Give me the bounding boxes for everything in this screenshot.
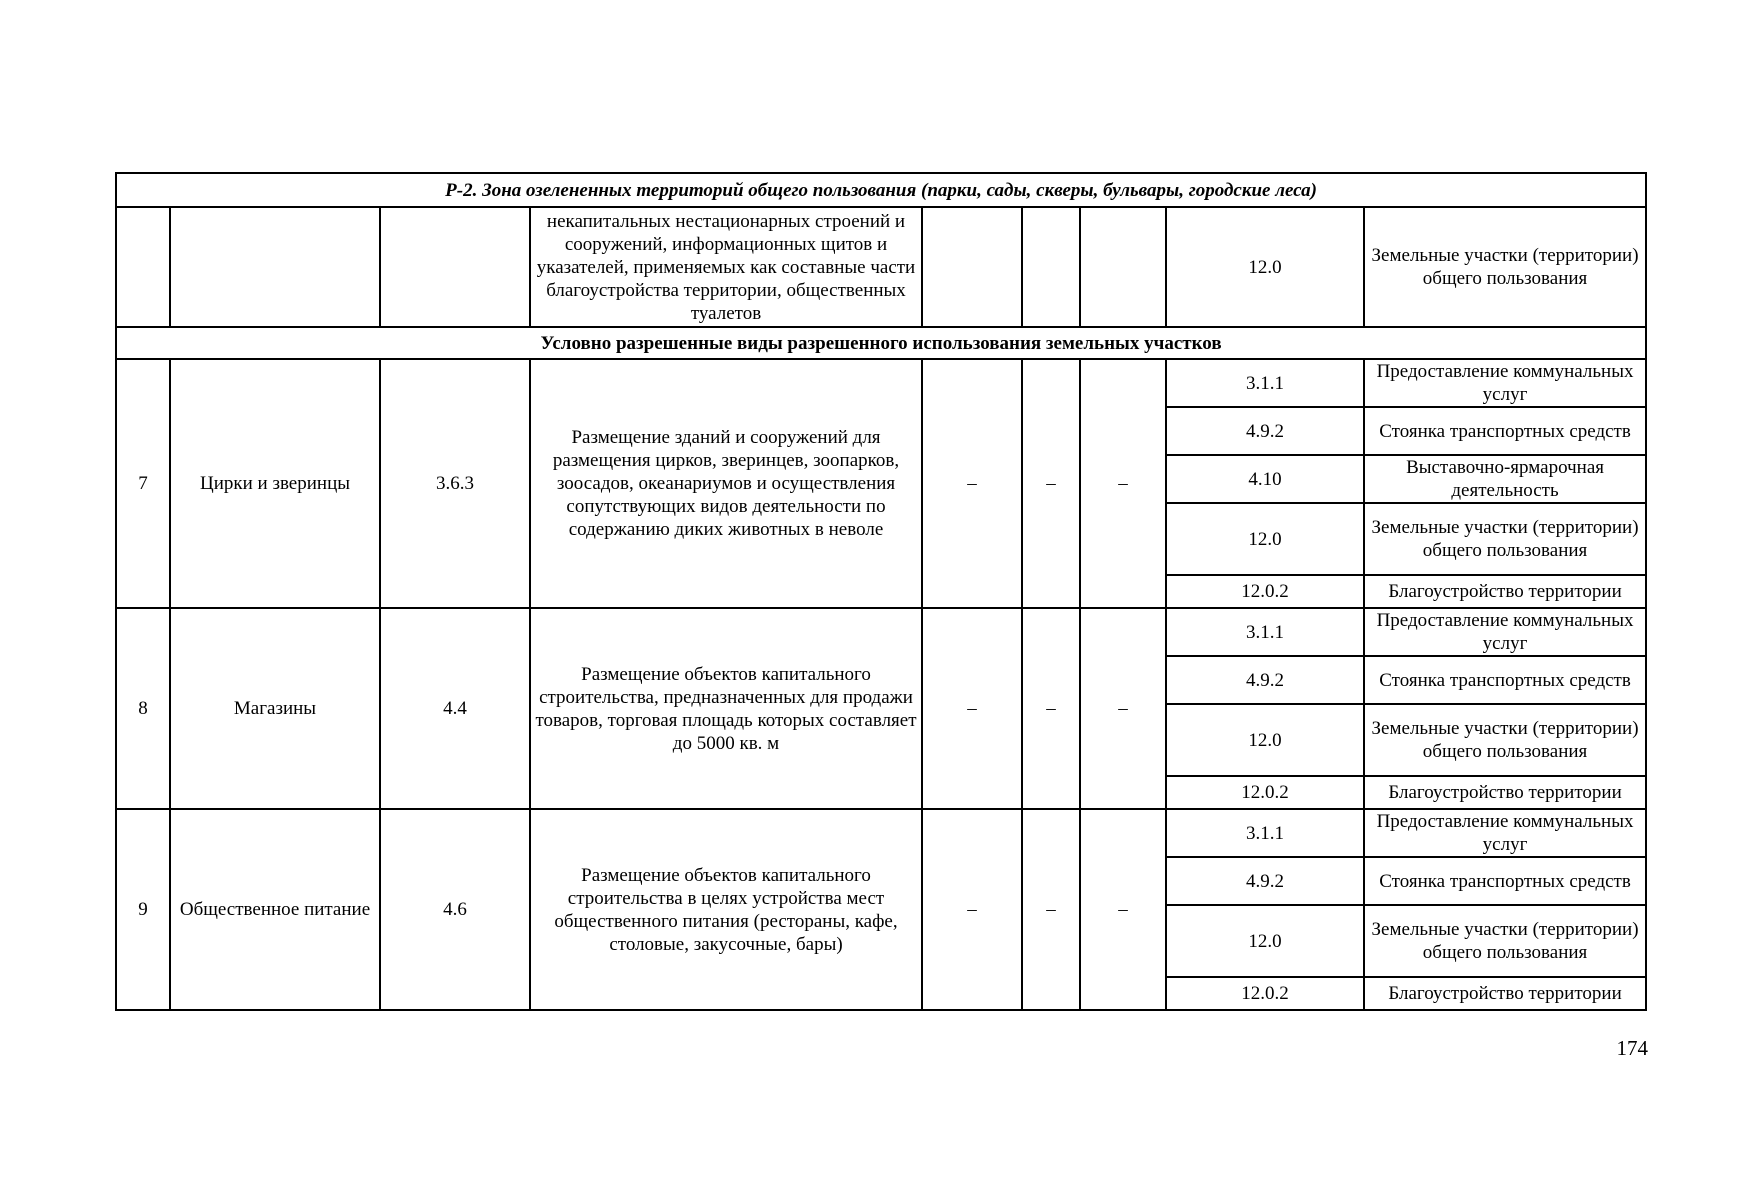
row-number: 7 <box>116 359 170 608</box>
param-3: – <box>1080 608 1166 809</box>
aux-code: 4.10 <box>1166 455 1364 503</box>
aux-name: Предоставление коммунальных услуг <box>1364 359 1646 407</box>
aux-name: Земельные участки (территории) общего пользования <box>1364 704 1646 776</box>
table-row <box>116 809 1646 857</box>
aux-name: Благоустройство территории <box>1364 575 1646 608</box>
param-3: – <box>1080 359 1166 608</box>
continuation-aux-name: Земельные участки (территории) общего пользования <box>1364 207 1646 327</box>
param-1: – <box>922 809 1022 1010</box>
use-description: Размещение зданий и сооружений для размещения цирков, зверинцев, зоопарков, зоосадов, океанариумов и осуществления сопутствующих видов деятельности по содержанию диких животных в неволе <box>530 359 922 608</box>
use-description: Размещение объектов капитального строительства в целях устройства мест общественного питания (рестораны, кафе, столовые, закусочные, бары) <box>530 809 922 1010</box>
aux-code: 12.0 <box>1166 503 1364 575</box>
row-number: 9 <box>116 809 170 1010</box>
param-2: – <box>1022 359 1080 608</box>
aux-name: Выставочно-ярмарочная деятельность <box>1364 455 1646 503</box>
continuation-aux-code: 12.0 <box>1166 207 1364 327</box>
aux-name: Земельные участки (территории) общего пользования <box>1364 503 1646 575</box>
aux-name: Благоустройство территории <box>1364 977 1646 1010</box>
aux-name: Стоянка транспортных средств <box>1364 407 1646 455</box>
continuation-description: некапитальных нестационарных строений и сооружений, информационных щитов и указателей, применяемых как составные части благоустройства территории, общественных туалетов <box>530 207 922 327</box>
aux-code: 12.0.2 <box>1166 776 1364 809</box>
aux-code: 4.9.2 <box>1166 857 1364 905</box>
aux-name: Стоянка транспортных средств <box>1364 857 1646 905</box>
aux-code: 3.1.1 <box>1166 809 1364 857</box>
use-code: 3.6.3 <box>380 359 530 608</box>
cell-name <box>170 207 380 327</box>
aux-name: Земельные участки (территории) общего пользования <box>1364 905 1646 977</box>
param-1: – <box>922 608 1022 809</box>
use-name: Магазины <box>170 608 380 809</box>
aux-name: Стоянка транспортных средств <box>1364 656 1646 704</box>
title-row <box>116 173 1646 207</box>
page-number: 174 <box>1616 1036 1648 1060</box>
use-description: Размещение объектов капитального строительства, предназначенных для продажи товаров, торговая площадь которых составляет до 5000 кв. м <box>530 608 922 809</box>
section-row <box>116 327 1646 359</box>
aux-name: Благоустройство территории <box>1364 776 1646 809</box>
param-3: – <box>1080 809 1166 1010</box>
aux-code: 12.0 <box>1166 704 1364 776</box>
aux-code: 3.1.1 <box>1166 359 1364 407</box>
cell-param-2 <box>1022 207 1080 327</box>
table-row <box>116 359 1646 407</box>
zone-title: Р-2. Зона озелененных территорий общего пользования (парки, сады, скверы, бульвары, городские леса) <box>116 173 1646 207</box>
zoning-table <box>115 172 1647 1011</box>
aux-code: 4.9.2 <box>1166 407 1364 455</box>
aux-code: 3.1.1 <box>1166 608 1364 656</box>
cell-code <box>380 207 530 327</box>
continuation-row <box>116 207 1646 327</box>
aux-code: 12.0 <box>1166 905 1364 977</box>
cell-param-3 <box>1080 207 1166 327</box>
use-code: 4.6 <box>380 809 530 1010</box>
use-name: Общественное питание <box>170 809 380 1010</box>
cell-param-1 <box>922 207 1022 327</box>
cell-num <box>116 207 170 327</box>
param-2: – <box>1022 608 1080 809</box>
aux-code: 4.9.2 <box>1166 656 1364 704</box>
section-heading: Условно разрешенные виды разрешенного использования земельных участков <box>116 327 1646 359</box>
use-code: 4.4 <box>380 608 530 809</box>
row-number: 8 <box>116 608 170 809</box>
table-row <box>116 608 1646 656</box>
aux-name: Предоставление коммунальных услуг <box>1364 608 1646 656</box>
use-name: Цирки и зверинцы <box>170 359 380 608</box>
param-2: – <box>1022 809 1080 1010</box>
aux-name: Предоставление коммунальных услуг <box>1364 809 1646 857</box>
aux-code: 12.0.2 <box>1166 977 1364 1010</box>
param-1: – <box>922 359 1022 608</box>
aux-code: 12.0.2 <box>1166 575 1364 608</box>
